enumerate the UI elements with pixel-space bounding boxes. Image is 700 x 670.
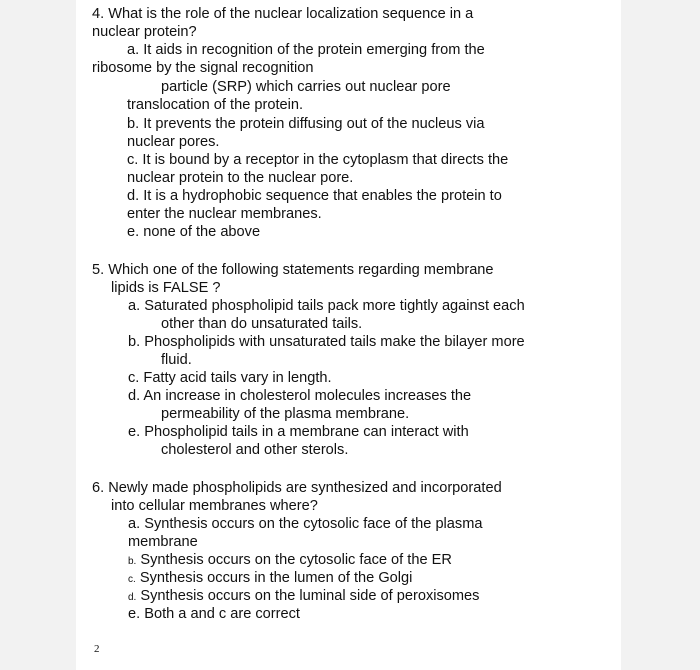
q6-option-a-line-1: a. Synthesis occurs on the cytosolic face of the plasma <box>128 516 483 532</box>
q6-option-c <box>128 569 412 589</box>
q6-option-a-line-2: membrane <box>128 534 198 550</box>
q5-stem-line-2: lipids is FALSE ? <box>111 280 221 296</box>
q4-option-c-line-2: nuclear protein to the nuclear pore. <box>127 170 354 186</box>
q6-stem-line-2: into cellular membranes where? <box>111 498 318 514</box>
q4-stem-line-1: 4. What is the role of the nuclear localization sequence in a <box>92 6 474 22</box>
q4-option-a-line-4: translocation of the protein. <box>127 97 304 113</box>
q5-option-d-line-1: d. An increase in cholesterol molecules increases the <box>128 388 472 404</box>
q4-option-a-line-3: particle (SRP) which carries out nuclear pore <box>161 79 451 95</box>
q5-option-a-line-1: a. Saturated phospholipid tails pack more tightly against each <box>128 298 525 314</box>
q5-option-e-line-2: cholesterol and other sterols. <box>161 442 349 458</box>
q4-option-d-line-1: d. It is a hydrophobic sequence that enables the protein to <box>127 188 502 204</box>
q4-option-e: e. none of the above <box>127 224 261 240</box>
q5-stem-line-1: 5. Which one of the following statements regarding membrane <box>92 262 494 278</box>
q5-option-b-line-1: b. Phospholipids with unsaturated tails make the bilayer more <box>128 334 525 350</box>
page-number: 2 <box>94 643 100 655</box>
q4-option-b-line-1: b. It prevents the protein diffusing out of the nucleus via <box>127 116 485 132</box>
q4-option-d-line-2: enter the nuclear membranes. <box>127 206 322 222</box>
q4-stem-line-2: nuclear protein? <box>92 24 197 40</box>
q4-option-a-line-2: ribosome by the signal recognition <box>92 60 314 76</box>
q6-option-c-text: Synthesis occurs in the lumen of the Golgi <box>139 570 413 586</box>
q4-option-c-line-1: c. It is bound by a receptor in the cytoplasm that directs the <box>127 152 509 168</box>
right-margin-bar <box>621 0 700 670</box>
q5-option-b-line-2: fluid. <box>161 352 192 368</box>
q6-option-d <box>128 587 479 607</box>
left-margin-bar <box>0 0 76 670</box>
q6-option-c-letter: c. <box>128 574 136 585</box>
q6-option-b-text: Synthesis occurs on the cytosolic face of the ER <box>140 552 452 568</box>
q5-option-c: c. Fatty acid tails vary in length. <box>128 370 332 386</box>
q5-option-d-line-2: permeability of the plasma membrane. <box>161 406 410 422</box>
q4-option-a-line-1: a. It aids in recognition of the protein emerging from the <box>127 42 485 58</box>
q6-stem-line-1: 6. Newly made phospholipids are synthesized and incorporated <box>92 480 502 496</box>
q6-option-d-text: Synthesis occurs on the luminal side of peroxisomes <box>140 588 480 604</box>
q6-option-e: e. Both a and c are correct <box>128 606 300 622</box>
q5-option-a-line-2: other than do unsaturated tails. <box>161 316 363 332</box>
q6-option-b-letter: b. <box>128 556 137 567</box>
q4-option-b-line-2: nuclear pores. <box>127 134 220 150</box>
q6-option-d-letter: d. <box>128 592 137 603</box>
q5-option-e-line-1: e. Phospholipid tails in a membrane can interact with <box>128 424 469 440</box>
q6-option-b <box>128 551 452 571</box>
